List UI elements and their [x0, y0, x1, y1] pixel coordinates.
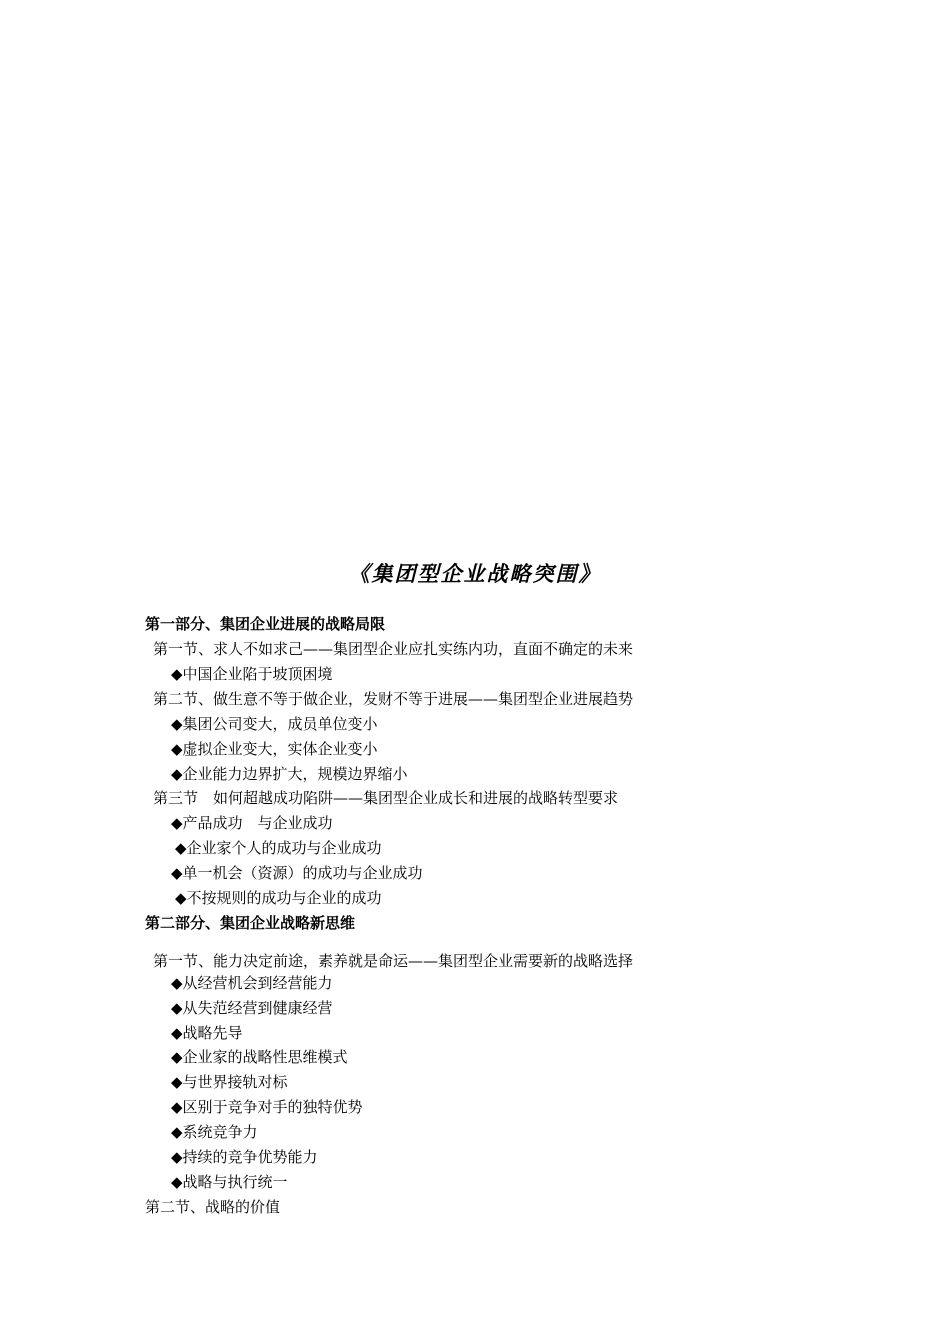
bullet-item: ◆区别于竞争对手的独特优势	[171, 1098, 363, 1116]
bullet-item: ◆战略与执行统一	[171, 1173, 288, 1191]
bullet-item: ◆持续的竞争优势能力	[171, 1148, 318, 1166]
bullet-item: ◆从经营机会到经营能力	[171, 974, 333, 992]
bullet-item: ◆战略先导	[171, 1024, 243, 1042]
bullet-item: ◆企业家个人的成功与企业成功	[175, 839, 382, 857]
section-heading: 第二节、做生意不等于做企业，发财不等于进展——集团型企业进展趋势	[153, 690, 634, 708]
section-heading: 第二节、战略的价值	[145, 1198, 281, 1216]
part-heading: 第二部分、集团企业战略新思维	[145, 914, 356, 932]
section-heading: 第一节、能力决定前途，素养就是命运——集团型企业需要新的战略选择	[153, 952, 634, 970]
bullet-item: ◆企业能力边界扩大，规模边界缩小	[171, 765, 408, 783]
bullet-item: ◆不按规则的成功与企业的成功	[175, 889, 382, 907]
bullet-item: ◆集团公司变大，成员单位变小	[171, 715, 378, 733]
bullet-item: ◆企业家的战略性思维模式	[171, 1048, 348, 1066]
bullet-item: ◆系统竞争力	[171, 1123, 258, 1141]
part-heading: 第一部分、集团企业进展的战略局限	[145, 615, 386, 633]
bullet-item: ◆单一机会（资源）的成功与企业成功	[171, 864, 423, 882]
section-heading: 第一节、求人不如求己——集团型企业应扎实练内功，直面不确定的未来	[153, 640, 634, 658]
bullet-item: ◆虚拟企业变大，实体企业变小	[171, 740, 378, 758]
bullet-item: ◆从失范经营到健康经营	[171, 999, 333, 1017]
bullet-item: ◆与世界接轨对标	[171, 1073, 288, 1091]
section-heading: 第三节 如何超越成功陷阱——集团型企业成长和进展的战略转型要求	[153, 789, 619, 807]
document-title: 《集团型企业战略突围》	[348, 561, 602, 586]
bullet-item: ◆产品成功 与企业成功	[171, 814, 333, 832]
bullet-item: ◆中国企业陷于坡顶困境	[171, 665, 333, 683]
